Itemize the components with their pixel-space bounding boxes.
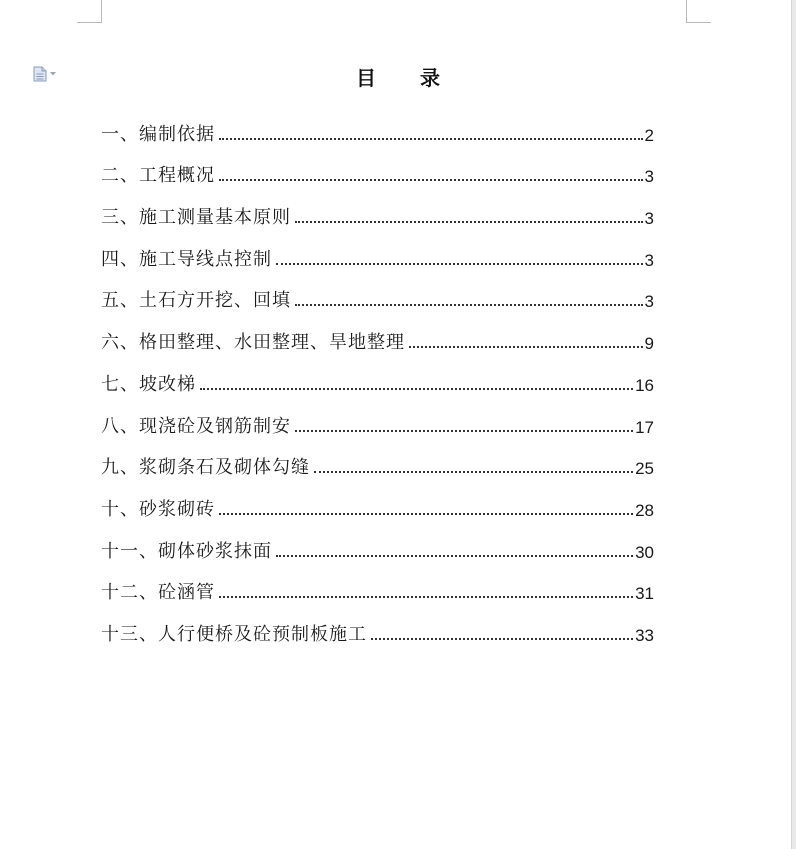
dot-leader (409, 346, 643, 348)
toc-entry-title: 二、工程概况 (101, 165, 215, 187)
toc-entry-page-number: 2 (644, 125, 654, 145)
toc-entry-page-number: 3 (644, 209, 654, 229)
toc-entry-title: 五、土石方开挖、回填 (101, 290, 291, 312)
toc-entry-page-number: 9 (644, 334, 654, 354)
toc-entry[interactable] (101, 146, 654, 188)
toc-entry[interactable] (101, 187, 654, 229)
toc-entry[interactable] (101, 563, 654, 605)
dot-leader (219, 179, 643, 181)
toc-entry-title: 十二、砼涵管 (101, 582, 215, 604)
dot-leader (276, 263, 643, 265)
margin-corner-mark-right (686, 0, 711, 23)
toc-entry-title: 六、格田整理、水田整理、旱地整理 (101, 332, 405, 354)
toc-entry-title: 十、砂浆砌砖 (101, 498, 215, 520)
title-char-2: 录 (420, 66, 440, 90)
toc-entry-page-number: 3 (644, 250, 654, 270)
dot-leader (219, 513, 633, 515)
toc-entry-page-number: 3 (644, 167, 654, 187)
toc-entry[interactable] (101, 229, 654, 271)
dot-leader (200, 388, 633, 390)
page-title (0, 62, 796, 91)
dot-leader (371, 638, 633, 640)
toc-entry-page-number: 28 (635, 500, 654, 520)
toc-entry[interactable] (101, 271, 654, 313)
toc-entry[interactable] (101, 479, 654, 521)
table-of-contents (101, 104, 654, 646)
toc-entry-title: 八、现浇砼及钢筋制安 (101, 415, 291, 437)
toc-entry-title: 七、坡改梯 (101, 373, 196, 395)
toc-entry-title: 一、编制依据 (101, 123, 215, 145)
toc-entry[interactable] (101, 521, 654, 563)
dot-leader (295, 430, 633, 432)
dot-leader (314, 471, 633, 473)
toc-entry[interactable] (101, 312, 654, 354)
dot-leader (295, 304, 643, 306)
toc-entry[interactable] (101, 438, 654, 480)
toc-entry-page-number: 16 (635, 375, 654, 395)
toc-entry-page-number: 33 (635, 625, 654, 645)
toc-entry-page-number: 31 (635, 584, 654, 604)
toc-entry-title: 九、浆砌条石及砌体勾缝 (101, 457, 310, 479)
dot-leader (295, 221, 643, 223)
dot-leader (276, 555, 633, 557)
toc-entry-page-number: 17 (635, 417, 654, 437)
toc-entry-page-number: 3 (644, 292, 654, 312)
toc-entry-page-number: 25 (635, 459, 654, 479)
toc-entry-title: 十三、人行便桥及砼预制板施工 (101, 623, 367, 645)
title-char-1: 目 (356, 66, 376, 90)
toc-entry-title: 四、施工导线点控制 (101, 248, 272, 270)
toc-entry[interactable] (101, 354, 654, 396)
toc-entry-page-number: 30 (635, 542, 654, 562)
dot-leader (219, 596, 633, 598)
margin-corner-mark-left (77, 0, 102, 23)
toc-entry-title: 三、施工测量基本原则 (101, 207, 291, 229)
toc-entry[interactable] (101, 396, 654, 438)
vertical-scrollbar[interactable] (791, 0, 796, 849)
toc-entry[interactable] (101, 604, 654, 646)
toc-entry[interactable] (101, 104, 654, 146)
toc-entry-title: 十一、砌体砂浆抹面 (101, 540, 272, 562)
dot-leader (219, 138, 643, 140)
